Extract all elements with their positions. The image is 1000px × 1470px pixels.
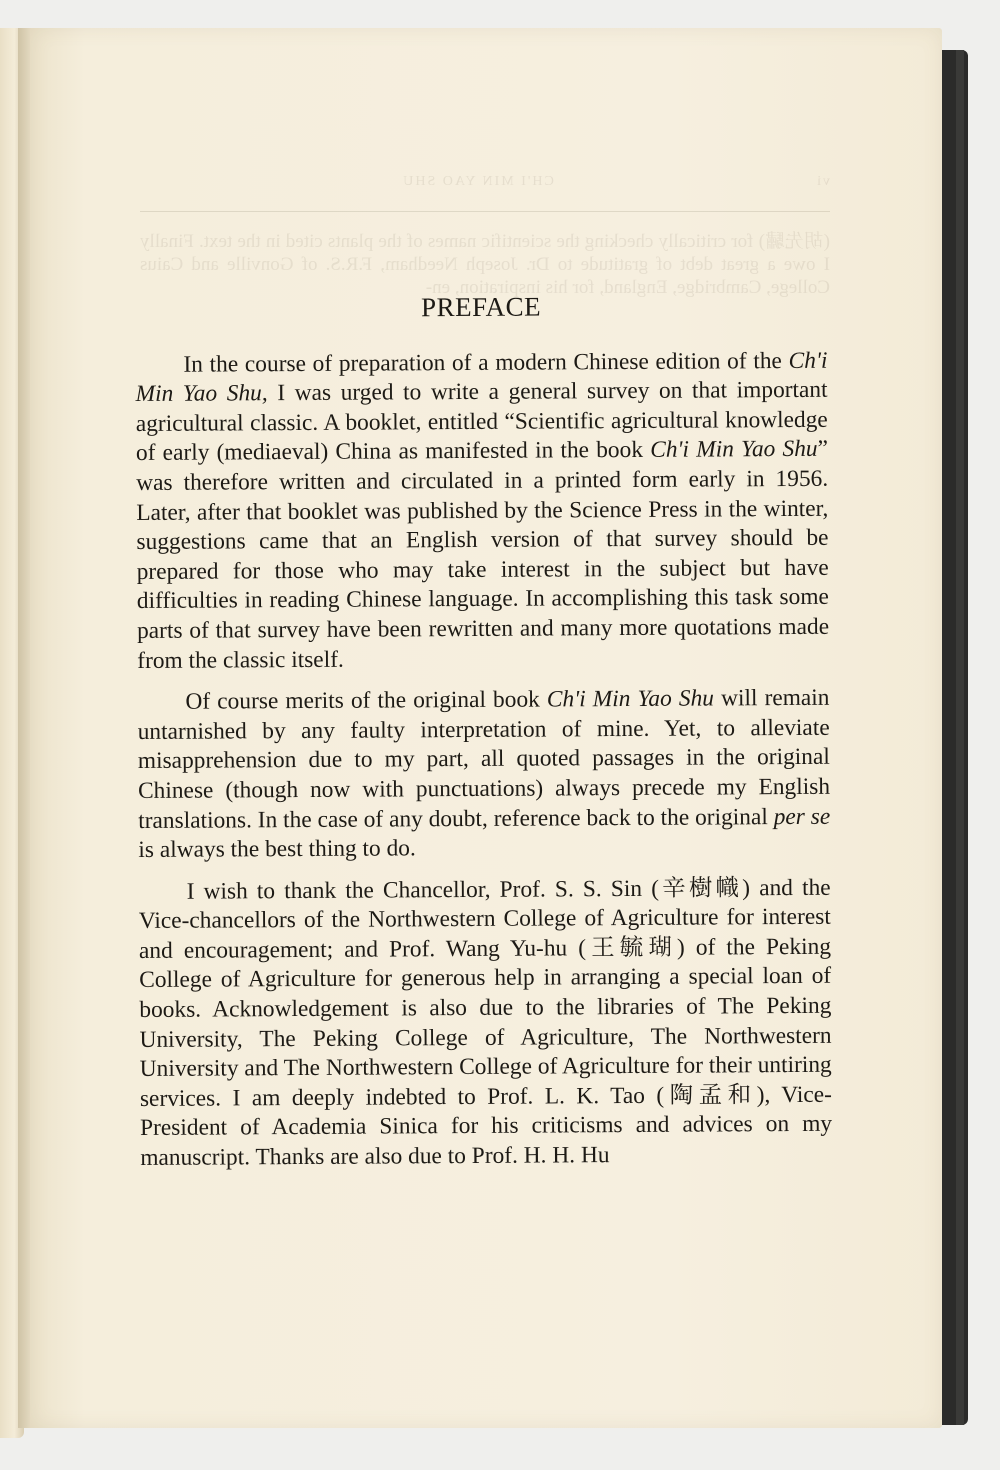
paragraph-text: is always the best thing to do. (138, 835, 416, 864)
paragraph-1 (135, 346, 829, 676)
paragraph-text: I was urged to write a general survey on that important agricultural classic. A booklet, entitled “Scientific agricultural knowledge of early (mediaeval) China as manifested in the book (135, 376, 828, 467)
paragraph-2 (137, 684, 830, 866)
paragraph-text: I wish to thank the Chancellor, Prof. S. S. Sin (辛樹幟) and the Vice-chancellors of the Northwestern College of Agriculture for interest and encouragement; and Prof. Wang Yu-hu (王毓瑚) of the Peking College of Agriculture for generous help in arranging a special loan of books. Acknowledgement is also due to the libraries of The Peking University, The Peking College of Agriculture, The Northwestern University and The Northwestern College of Agriculture for their untiring services. I am deeply indebted to Prof. L. K. Tao (陶孟和), Vice-President of Academia Sinica for his criticisms and advices on my manuscript. Thanks are also due to Prof. H. H. Hu (138, 874, 833, 1172)
cover-edge (956, 50, 964, 1425)
preface-body (135, 346, 832, 1173)
page-title: PREFACE (420, 291, 542, 323)
italic-text: Ch'i Min Yao Shu (546, 685, 715, 713)
paragraph-text: Of course merits of the original book (185, 686, 547, 715)
paragraph-text: will remain untarnished by any faulty interpretation of mine. Yet, to alleviate misapprehension due to my part, all quoted passages in the original Chinese (though now with punctuations) always precede my English translations. In the case of any doubt, reference back to the original (137, 684, 831, 834)
paragraph-3 (139, 873, 833, 1173)
paragraph-text: ” was therefore written and circulated in a printed form early in 1956. Later, after that booklet was published by the Science Press in the winter, suggestions came that an English version of that survey should be prepared for those who may take interest in the subject but have difficulties in reading Chinese language. In accomplishing this task some parts of that survey have been rewritten and many more quotations made from the classic itself. (136, 436, 830, 674)
preface-content (135, 291, 832, 1186)
italic-text: per se (773, 803, 831, 830)
paragraph-text: In the course of preparation of a modern Chinese edition of the (183, 347, 789, 378)
italic-text: Ch'i Min Yao Shu (650, 436, 818, 464)
italic-text: Ch'i Min Yao Shu, (135, 347, 828, 408)
